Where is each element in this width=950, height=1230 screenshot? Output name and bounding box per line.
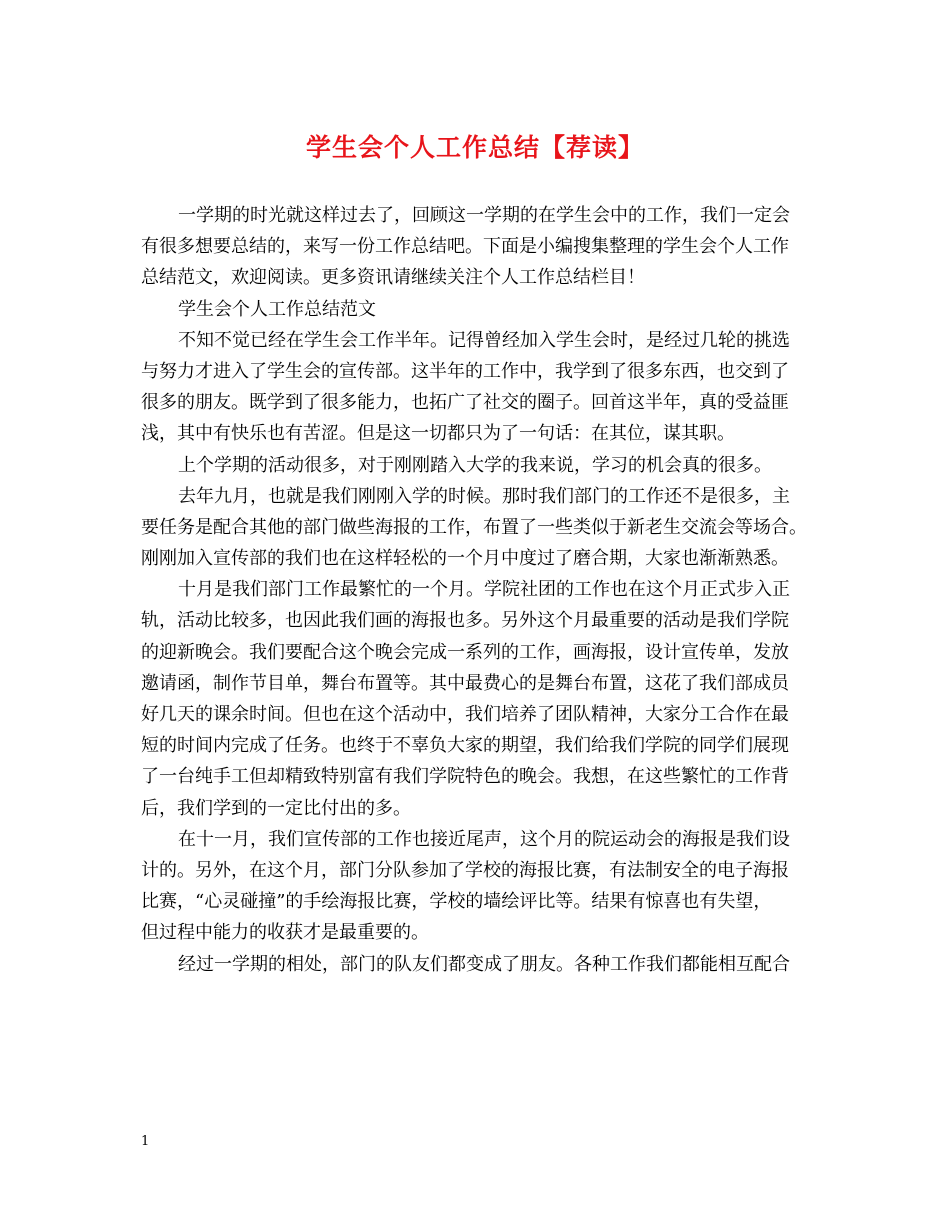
paragraph-body-4 (141, 574, 831, 824)
text-line: 轨，活动比较多，也因此我们画的海报也多。另外这个月最重要的活动是我们学院 (141, 610, 789, 632)
paragraph-body-6 (141, 949, 831, 980)
text-line: 但过程中能力的收获才是最重要的。 (141, 922, 429, 944)
text-line: 的迎新晚会。我们要配合这个晚会完成一系列的工作，画海报，设计宣传单，发放 (141, 641, 789, 663)
text-line: 十月是我们部门工作最繁忙的一个月。学院社团的工作也在这个月正式步入正 (178, 579, 790, 601)
document-body (141, 200, 831, 980)
text-line: 一学期的时光就这样过去了，回顾这一学期的在学生会中的工作，我们一定会 (178, 205, 790, 226)
text-line: 比赛，“心灵碰撞”的手绘海报比赛，学校的墙绘评比等。结果有惊喜也有失望， (141, 891, 772, 913)
text-line: 很多的朋友。既学到了很多能力，也拓广了社交的圈子。回首这半年，真的受益匪 (141, 392, 789, 414)
text-line: 与努力才进入了学生会的宣传部。这半年的工作中，我学到了很多东西，也交到了 (141, 360, 789, 382)
page-number: 1 (141, 1134, 150, 1149)
text-line: 邀请函，制作节目单，舞台布置等。其中最费心的是舞台布置，这花了我们部成员 (141, 672, 789, 694)
paragraph-body-2 (141, 450, 831, 481)
paragraph-subtitle (141, 294, 831, 325)
text-line: 不知不觉已经在学生会工作半年。记得曾经加入学生会时，是经过几轮的挑选 (178, 329, 790, 351)
text-line: 刚刚加入宣传部的我们也在这样轻松的一个月中度过了磨合期，大家也渐渐熟悉。 (141, 548, 789, 570)
paragraph-body-5 (141, 824, 831, 949)
text-line: 学生会个人工作总结范文 (178, 298, 376, 320)
text-line: 计的。另外，在这个月，部门分队参加了学校的海报比赛，有法制安全的电子海报 (141, 859, 789, 881)
text-line: 有很多想要总结的，来写一份工作总结吧。下面是小编搜集整理的学生会个人工作 (141, 236, 789, 258)
text-line: 去年九月，也就是我们刚刚入学的时候。那时我们部门的工作还不是很多，主 (178, 485, 790, 507)
text-line: 经过一学期的相处，部门的队友们都变成了朋友。各种工作我们都能相互配合 (178, 953, 790, 975)
paragraph-intro (141, 200, 831, 294)
text-line: 后，我们学到的一定比付出的多。 (141, 797, 411, 819)
text-line: 总结范文，欢迎阅读。更多资讯请继续关注个人工作总结栏目！ (141, 267, 645, 289)
page-title: 学生会个人工作总结【荐读】 (305, 133, 644, 162)
paragraph-body-3 (141, 481, 831, 575)
text-line: 在十一月，我们宣传部的工作也接近尾声，这个月的院运动会的海报是我们设 (178, 828, 790, 850)
text-line: 上个学期的活动很多，对于刚刚踏入大学的我来说，学习的机会真的很多。 (178, 454, 772, 476)
text-line: 浅，其中有快乐也有苦涩。但是这一切都只为了一句话：在其位，谋其职。 (141, 423, 735, 445)
text-line: 要任务是配合其他的部门做些海报的工作，布置了一些类似于新老生交流会等场合。 (141, 516, 807, 538)
text-line: 了一台纯手工但却精致特别富有我们学院特色的晚会。我想，在这些繁忙的工作背 (141, 766, 789, 788)
text-line: 好几天的课余时间。但也在这个活动中，我们培养了团队精神，大家分工合作在最 (141, 704, 789, 725)
paragraph-body-1 (141, 325, 831, 450)
text-line: 短的时间内完成了任务。也终于不辜负大家的期望，我们给我们学院的同学们展现 (141, 735, 789, 757)
